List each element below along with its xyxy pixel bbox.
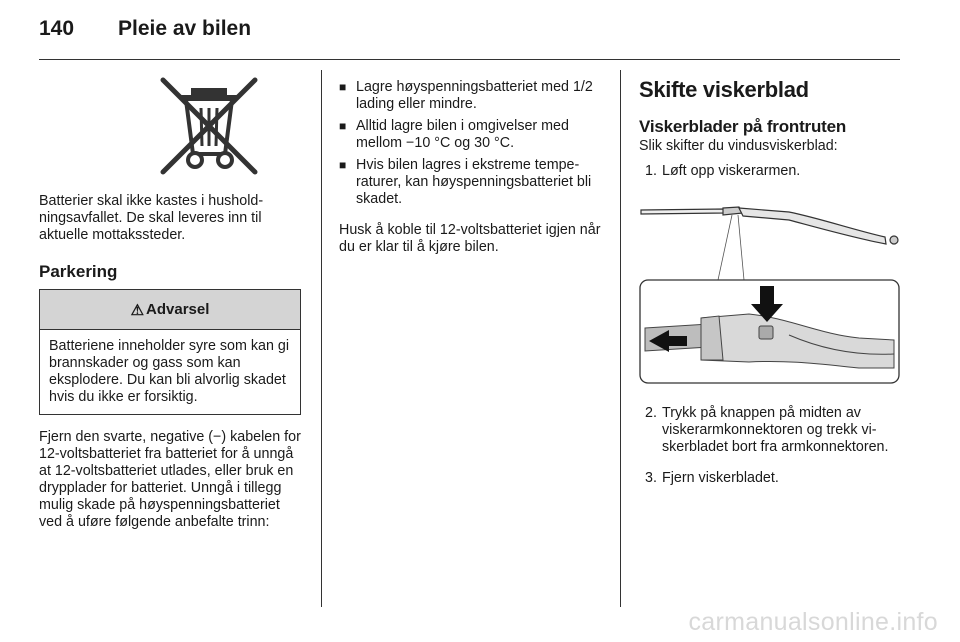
bullet-square-icon: ■ [339,158,347,172]
crossed-out-bin-icon [159,76,259,176]
warning-triangle-icon: ⚠ [130,301,145,319]
list-item-text: Lagre høyspenningsbatteriet med 1/2 lading eller mindre. [356,79,593,112]
bullet-square-icon: ■ [339,80,347,94]
step-number: 2. [645,405,657,421]
list-item [639,470,901,487]
list-item [339,157,605,208]
step-number: 3. [645,470,657,486]
bullet-square-icon: ■ [339,119,347,133]
reconnect-paragraph: Husk å koble til 12-voltsbatteriet igjen når du er klar til å kjøre bilen. [339,222,601,255]
section-heading-wiper: Skifte viskerblad [639,77,809,102]
storage-bullet-list [339,79,605,213]
watermark: carmanualsonline.info [688,608,938,636]
warning-title: Advarsel [146,301,210,318]
remove-cable-paragraph: Fjern den svarte, negative (−) kabelen for 12-voltsbatteriet fra batteriet for å unngå at 12-voltsbatteriet utlades, eller bruk en drypplader for batteriet. Unngå i tillegg mulig skade på høyspenningsbatteriet ved å uføre følgende anbefalte trinn: [39,429,301,530]
warning-box [39,289,301,415]
wiper-intro: Slik skifter du vindusviskerblad: [639,138,838,154]
list-item [639,405,901,456]
steps-list [639,405,901,501]
steps-list [639,163,901,180]
column-divider [321,70,322,607]
warning-header [40,290,300,330]
list-item [339,118,605,152]
header-rule [39,59,900,60]
disposal-paragraph: Batterier skal ikke kastes i husholdningsavfallet. De skal leveres inn til aktuelle mottakssteder. [39,193,264,243]
step-number: 1. [645,163,657,179]
step-text: Trykk på knappen på midten av viskerarmkonnektoren og trekk viskerbladet bort fra armkonnektoren. [662,405,889,455]
list-item [639,163,901,180]
column-divider [620,70,621,607]
section-heading-parking: Parkering [39,262,118,281]
page-header-title: Pleie av bilen [118,17,252,40]
subheading-windshield-wipers: Viskerblader på frontruten [639,117,847,136]
warning-text: Batteriene inneholder syre som kan gi brannskader og gass som kan eksplodere. Du kan bli alvorlig skadet hvis du ikke er forsiktig. [49,338,290,405]
page-number: 140 [39,17,75,40]
list-item-text: Hvis bilen lagres i ekstreme temperaturer, kan høyspenningsbatteriet bli skadet. [356,157,592,207]
list-item [339,79,605,113]
wiper-blade-illustration [639,200,901,384]
step-text: Løft opp viskerarmen. [662,163,801,179]
list-item-text: Alltid lagre bilen i omgivelser med mellom −10 °C og 30 °C. [356,118,569,151]
step-text: Fjern viskerbladet. [662,470,779,486]
